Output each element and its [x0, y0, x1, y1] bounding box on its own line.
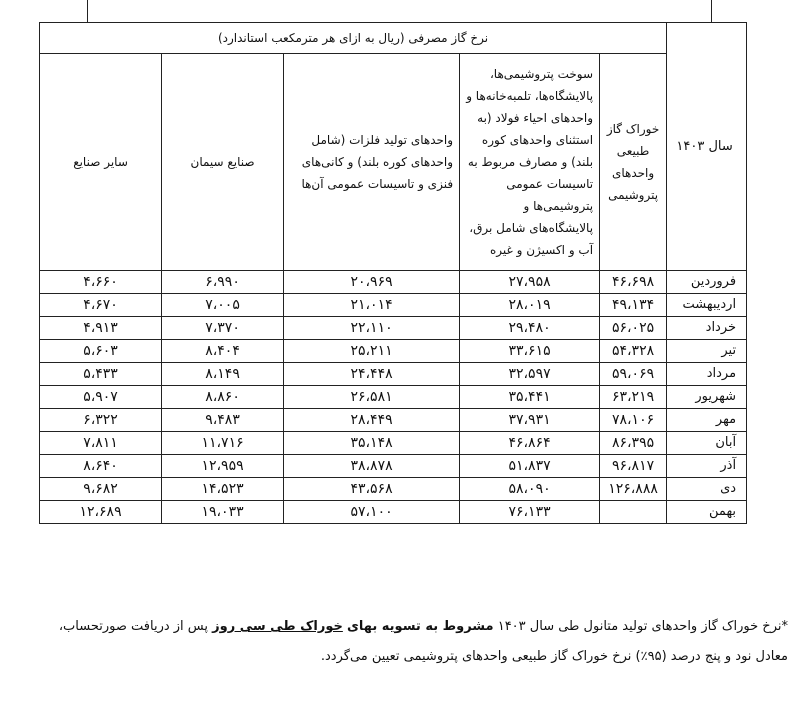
fuel-cell: ۷۶،۱۳۳ [460, 501, 600, 524]
fuel-cell: ۳۵،۴۴۱ [460, 386, 600, 409]
metals-cell: ۲۱،۰۱۴ [284, 294, 460, 317]
footnote-star: * [781, 619, 788, 634]
month-cell: مهر [667, 409, 747, 432]
other-industries-cell: ۵،۹۰۷ [40, 386, 162, 409]
fuel-cell: ۳۷،۹۳۱ [460, 409, 600, 432]
fuel-cell: ۲۸،۰۱۹ [460, 294, 600, 317]
other-industries-cell: ۴،۶۶۰ [40, 271, 162, 294]
fuel-cell: ۳۳،۶۱۵ [460, 340, 600, 363]
feed-cell: ۴۶،۶۹۸ [600, 271, 667, 294]
footnote-part-1: نرخ خوراک گاز واحدهای تولید متانول طی سال ۱۴۰۳ [497, 619, 782, 634]
table-row [40, 317, 747, 340]
fuel-cell: ۵۸،۰۹۰ [460, 478, 600, 501]
cement-cell: ۹،۴۸۳ [162, 409, 284, 432]
metals-cell: ۵۷،۱۰۰ [284, 501, 460, 524]
feed-cell: ۶۳،۲۱۹ [600, 386, 667, 409]
table-row [40, 363, 747, 386]
cement-cell: ۱۲،۹۵۹ [162, 455, 284, 478]
table-row [40, 340, 747, 363]
cement-cell: ۸،۱۴۹ [162, 363, 284, 386]
footnote-part-4: پس از دریافت صورتحساب، [58, 619, 208, 634]
month-cell: مرداد [667, 363, 747, 386]
month-cell: آذر [667, 455, 747, 478]
feed-cell [600, 501, 667, 524]
metals-cell: ۲۶،۵۸۱ [284, 386, 460, 409]
other-industries-cell: ۴،۹۱۳ [40, 317, 162, 340]
cement-column-header: صنایع سیمان [162, 54, 284, 271]
cement-cell: ۷،۳۷۰ [162, 317, 284, 340]
fuel-cell: ۵۱،۸۳۷ [460, 455, 600, 478]
table-row [40, 478, 747, 501]
cement-cell: ۱۹،۰۳۳ [162, 501, 284, 524]
gas-rates-table [39, 22, 747, 524]
table-row [40, 455, 747, 478]
cement-cell: ۸،۴۰۴ [162, 340, 284, 363]
table-body [40, 271, 747, 524]
top-border-right [711, 0, 712, 22]
month-cell: اردیبهشت [667, 294, 747, 317]
month-cell: شهریور [667, 386, 747, 409]
metals-cell: ۲۸،۴۴۹ [284, 409, 460, 432]
footnote [10, 612, 788, 672]
year-header: سال ۱۴۰۳ [667, 23, 747, 271]
feed-cell: ۵۶،۰۲۵ [600, 317, 667, 340]
feed-cell: ۵۹،۰۶۹ [600, 363, 667, 386]
table-row [40, 294, 747, 317]
metals-cell: ۲۲،۱۱۰ [284, 317, 460, 340]
footnote-condition: مشروط به تسویه بهای [347, 619, 494, 634]
fuel-cell: ۳۲،۵۹۷ [460, 363, 600, 386]
table-row [40, 271, 747, 294]
cement-cell: ۸،۸۶۰ [162, 386, 284, 409]
feed-cell: ۵۴،۳۲۸ [600, 340, 667, 363]
metals-cell: ۴۳،۵۶۸ [284, 478, 460, 501]
top-border-left [87, 0, 88, 22]
other-industries-column-header: سایر صنایع [40, 54, 162, 271]
cement-cell: ۱۴،۵۲۳ [162, 478, 284, 501]
fuel-cell: ۴۶،۸۶۴ [460, 432, 600, 455]
other-industries-cell: ۵،۶۰۳ [40, 340, 162, 363]
table-row [40, 386, 747, 409]
footnote-line-1 [10, 612, 788, 642]
other-industries-cell: ۷،۸۱۱ [40, 432, 162, 455]
fuel-column-header: سوخت پتروشیمی‌ها، پالایشگاه‌ها، تلمبه‌خانه‌ها و واحدهای احیاء فولاد (به استثنای واحدهای کوره بلند) و مصارف مربوط به تاسیسات عمومی پتروشیمی‌ها و پالایشگاه‌های شامل برق، آب و اکسیژن و غیره [460, 54, 600, 271]
metals-cell: ۳۸،۸۷۸ [284, 455, 460, 478]
feed-cell: ۸۶،۳۹۵ [600, 432, 667, 455]
table-row [40, 501, 747, 524]
other-industries-cell: ۶،۳۲۲ [40, 409, 162, 432]
group-header: نرخ گاز مصرفی (ریال به ازای هر مترمکعب استاندارد) [40, 23, 667, 54]
other-industries-cell: ۴،۶۷۰ [40, 294, 162, 317]
month-cell: دی [667, 478, 747, 501]
metals-cell: ۳۵،۱۴۸ [284, 432, 460, 455]
month-cell: تیر [667, 340, 747, 363]
metals-cell: ۲۴،۴۴۸ [284, 363, 460, 386]
month-cell: فروردین [667, 271, 747, 294]
metals-cell: ۲۵،۲۱۱ [284, 340, 460, 363]
table-row [40, 409, 747, 432]
cement-cell: ۷،۰۰۵ [162, 294, 284, 317]
metals-cell: ۲۰،۹۶۹ [284, 271, 460, 294]
feed-cell: ۱۲۶،۸۸۸ [600, 478, 667, 501]
feed-cell: ۷۸،۱۰۶ [600, 409, 667, 432]
month-cell: بهمن [667, 501, 747, 524]
table-row [40, 432, 747, 455]
footnote-line-2: معادل نود و پنج درصد (۹۵٪) نرخ خوراک گاز طبیعی واحدهای پتروشیمی تعیین می‌گردد. [320, 649, 788, 664]
month-cell: خرداد [667, 317, 747, 340]
cement-cell: ۶،۹۹۰ [162, 271, 284, 294]
fuel-cell: ۲۷،۹۵۸ [460, 271, 600, 294]
other-industries-cell: ۵،۴۳۳ [40, 363, 162, 386]
feed-cell: ۴۹،۱۳۴ [600, 294, 667, 317]
other-industries-cell: ۹،۶۸۲ [40, 478, 162, 501]
feed-cell: ۹۶،۸۱۷ [600, 455, 667, 478]
cement-cell: ۱۱،۷۱۶ [162, 432, 284, 455]
footnote-deadline: خوراک طی سی روز [212, 619, 343, 634]
fuel-cell: ۲۹،۴۸۰ [460, 317, 600, 340]
feed-column-header: خوراک گاز طبیعی واحدهای پتروشیمی [600, 54, 667, 271]
other-industries-cell: ۱۲،۶۸۹ [40, 501, 162, 524]
other-industries-cell: ۸،۶۴۰ [40, 455, 162, 478]
metals-column-header: واحدهای تولید فلزات (شامل واحدهای کوره بلند) و کانی‌های فنزی و تاسیسات عمومی آن‌ها [284, 54, 460, 271]
month-cell: آبان [667, 432, 747, 455]
